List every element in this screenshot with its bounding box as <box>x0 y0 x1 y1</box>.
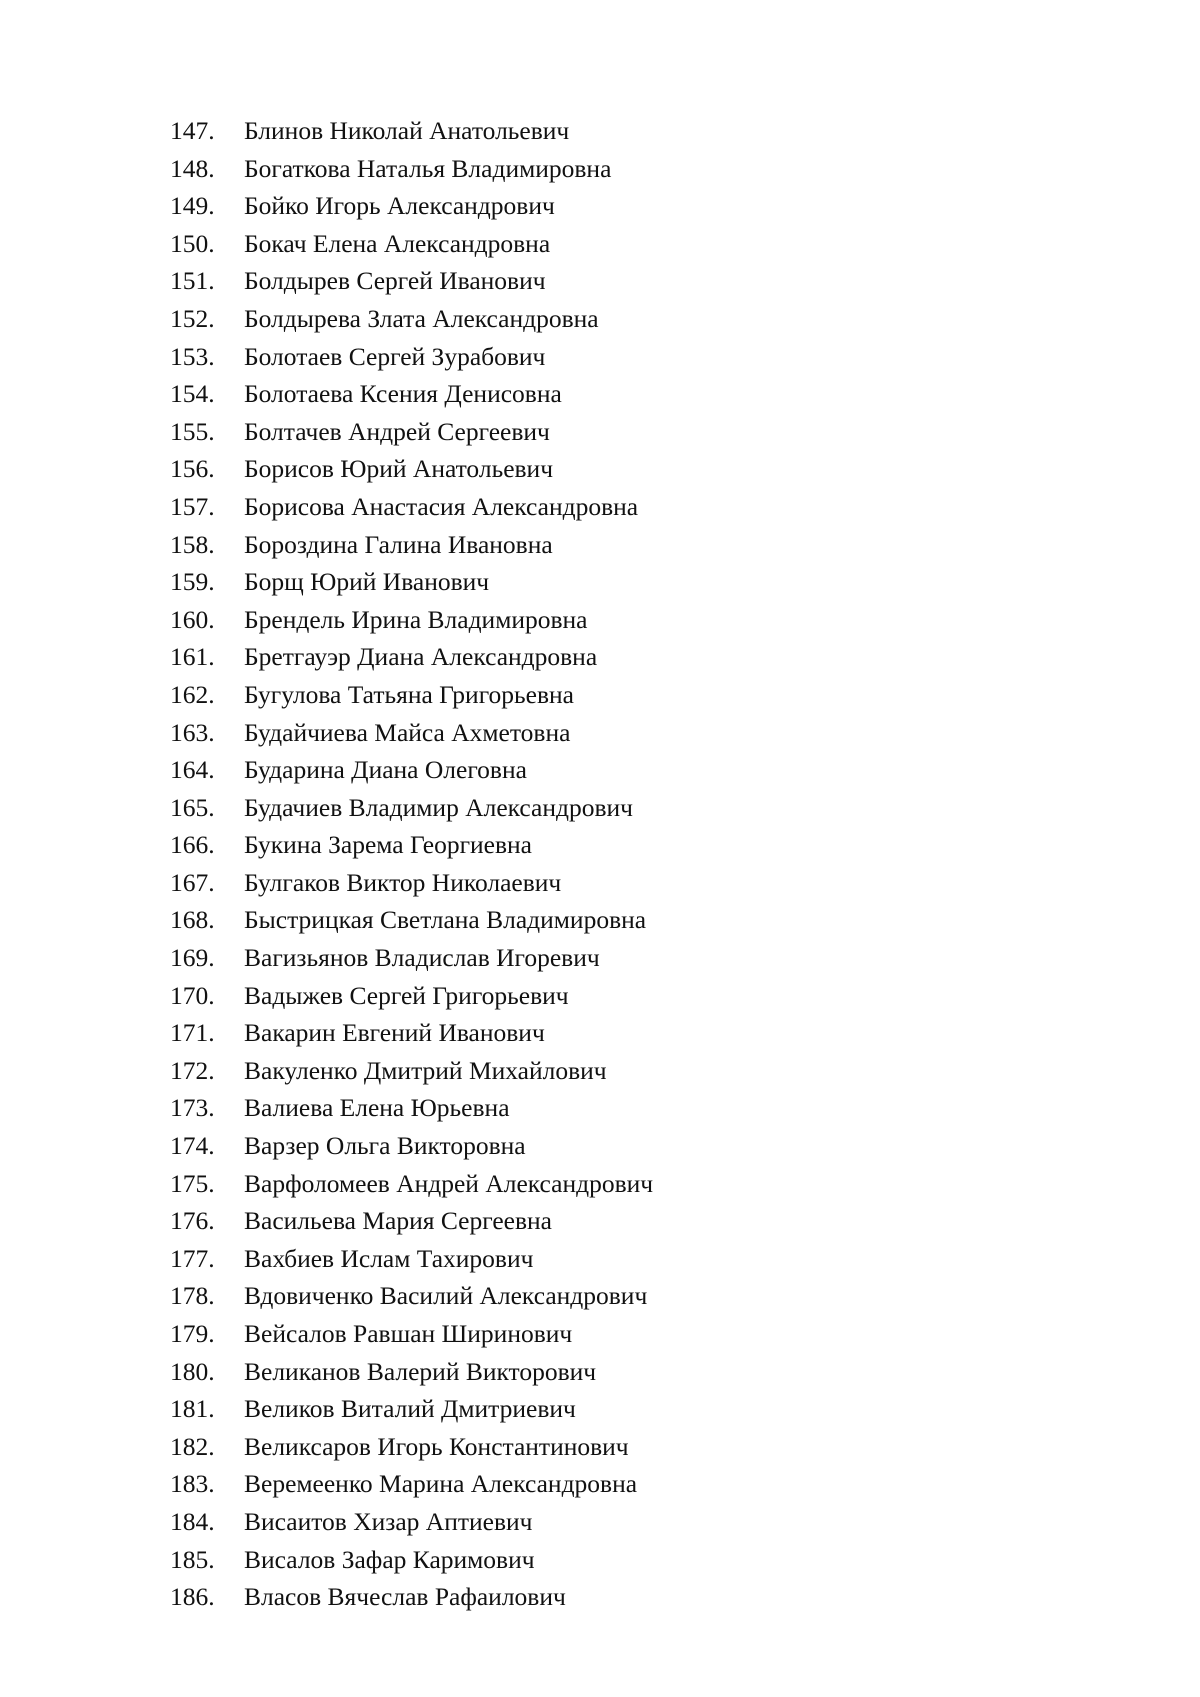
list-item <box>0 300 900 338</box>
person-name: Бударина Диана Олеговна <box>244 755 527 785</box>
person-name: Варзер Ольга Викторовна <box>244 1131 526 1161</box>
list-item <box>0 1315 900 1353</box>
person-name: Бороздина Галина Ивановна <box>244 529 553 559</box>
item-number: 165. <box>170 792 215 822</box>
item-number: 167. <box>170 867 215 897</box>
list-item <box>0 1240 900 1278</box>
person-name: Борщ Юрий Иванович <box>244 567 490 597</box>
item-number: 154. <box>170 379 215 409</box>
item-number: 155. <box>170 416 215 446</box>
item-number: 157. <box>170 491 215 521</box>
item-number: 186. <box>170 1582 215 1612</box>
list-item <box>0 1127 900 1165</box>
item-number: 159. <box>170 567 215 597</box>
item-number: 180. <box>170 1356 215 1386</box>
item-number: 162. <box>170 679 215 709</box>
person-name: Великов Виталий Дмитриевич <box>244 1394 576 1424</box>
person-name: Букина Зарема Георгиевна <box>244 830 532 860</box>
list-item <box>0 1165 900 1203</box>
list-item <box>0 1353 900 1391</box>
item-number: 163. <box>170 717 215 747</box>
list-item <box>0 150 900 188</box>
person-name: Болотаева Ксения Денисовна <box>244 379 562 409</box>
item-number: 148. <box>170 153 215 183</box>
person-name: Болдырев Сергей Иванович <box>244 266 546 296</box>
list-item <box>0 563 900 601</box>
item-number: 170. <box>170 980 215 1010</box>
list-item <box>0 826 900 864</box>
item-number: 179. <box>170 1319 215 1348</box>
person-name: Богаткова Наталья Владимировна <box>244 153 612 183</box>
list-item <box>0 751 900 789</box>
list-item <box>0 789 900 827</box>
item-number: 164. <box>170 755 215 785</box>
list-item <box>0 864 900 902</box>
list-item <box>0 1014 900 1052</box>
person-name: Великсаров Игорь Константинович <box>244 1431 629 1461</box>
list-item <box>0 262 900 300</box>
item-number: 175. <box>170 1168 215 1198</box>
person-name: Бойко Игорь Александрович <box>244 191 555 221</box>
item-number: 153. <box>170 341 215 371</box>
item-number: 176. <box>170 1206 215 1236</box>
list-item <box>0 1277 900 1315</box>
item-number: 178. <box>170 1281 215 1311</box>
item-number: 150. <box>170 228 215 258</box>
list-item <box>0 601 900 639</box>
list-item <box>0 1503 900 1541</box>
item-number: 152. <box>170 303 215 333</box>
list-item <box>0 225 900 263</box>
person-name: Борисова Анастасия Александровна <box>244 491 639 521</box>
item-number: 173. <box>170 1093 215 1123</box>
person-name: Вакуленко Дмитрий Михайлович <box>244 1055 607 1085</box>
list-item <box>0 1428 900 1466</box>
item-number: 184. <box>170 1506 215 1536</box>
person-name: Брендель Ирина Владимировна <box>244 604 588 634</box>
item-number: 182. <box>170 1431 215 1461</box>
list-item <box>0 112 900 150</box>
item-number: 156. <box>170 454 215 484</box>
person-name: Вагизьянов Владислав Игоревич <box>244 943 600 973</box>
list-item <box>0 714 900 752</box>
item-number: 169. <box>170 943 215 973</box>
person-name: Висаитов Хизар Аптиевич <box>244 1506 533 1536</box>
person-name: Бретгауэр Диана Александровна <box>244 642 598 672</box>
item-number: 174. <box>170 1131 215 1161</box>
list-item <box>0 450 900 488</box>
person-name: Болтачев Андрей Сергеевич <box>244 416 550 446</box>
list-item <box>0 1052 900 1090</box>
person-name: Бокач Елена Александровна <box>244 228 551 258</box>
list-item <box>0 413 900 451</box>
person-name: Вакарин Евгений Иванович <box>244 1018 545 1048</box>
list-item <box>0 638 900 676</box>
item-number: 149. <box>170 191 215 221</box>
list-item <box>0 526 900 564</box>
list-item <box>0 939 900 977</box>
person-name: Васильева Мария Сергеевна <box>244 1206 553 1236</box>
person-name: Быстрицкая Светлана Владимировна <box>244 905 647 935</box>
person-name: Валиева Елена Юрьевна <box>244 1093 510 1123</box>
list-item <box>0 977 900 1015</box>
item-number: 171. <box>170 1018 215 1048</box>
person-name: Великанов Валерий Викторович <box>244 1356 597 1386</box>
list-item <box>0 676 900 714</box>
person-name: Вахбиев Ислам Тахирович <box>244 1243 534 1273</box>
list-item <box>0 1578 900 1616</box>
item-number: 151. <box>170 266 215 296</box>
person-name: Будайчиева Майса Ахметовна <box>244 717 571 747</box>
item-number: 160. <box>170 604 215 634</box>
list-item <box>0 338 900 376</box>
item-number: 158. <box>170 529 215 559</box>
item-number: 172. <box>170 1055 215 1085</box>
item-number: 183. <box>170 1469 215 1499</box>
person-name: Веремеенко Марина Александровна <box>244 1469 638 1499</box>
item-number: 161. <box>170 642 215 672</box>
numbered-name-list <box>0 112 900 1616</box>
person-name: Булгаков Виктор Николаевич <box>244 867 562 897</box>
item-number: 166. <box>170 830 215 860</box>
item-number: 147. <box>170 116 215 145</box>
person-name: Бугулова Татьяна Григорьевна <box>244 679 574 709</box>
list-item <box>0 901 900 939</box>
person-name: Варфоломеев Андрей Александрович <box>244 1168 654 1198</box>
person-name: Блинов Николай Анатольевич <box>244 116 570 145</box>
list-item <box>0 1390 900 1428</box>
person-name: Висалов Зафар Каримович <box>244 1544 535 1574</box>
item-number: 185. <box>170 1544 215 1574</box>
person-name: Вейсалов Равшан Ширинович <box>244 1319 573 1348</box>
person-name: Вадыжев Сергей Григорьевич <box>244 980 569 1010</box>
list-item <box>0 375 900 413</box>
item-number: 177. <box>170 1243 215 1273</box>
list-item <box>0 1541 900 1579</box>
item-number: 181. <box>170 1394 215 1424</box>
person-name: Будачиев Владимир Александрович <box>244 792 633 822</box>
person-name: Болотаев Сергей Зурабович <box>244 341 546 371</box>
person-name: Болдырева Злата Александровна <box>244 303 599 333</box>
list-item <box>0 1202 900 1240</box>
list-item <box>0 187 900 225</box>
list-item <box>0 488 900 526</box>
person-name: Власов Вячеслав Рафаилович <box>244 1582 566 1612</box>
list-item <box>0 1089 900 1127</box>
person-name: Борисов Юрий Анатольевич <box>244 454 554 484</box>
list-item <box>0 1465 900 1503</box>
item-number: 168. <box>170 905 215 935</box>
person-name: Вдовиченко Василий Александрович <box>244 1281 648 1311</box>
